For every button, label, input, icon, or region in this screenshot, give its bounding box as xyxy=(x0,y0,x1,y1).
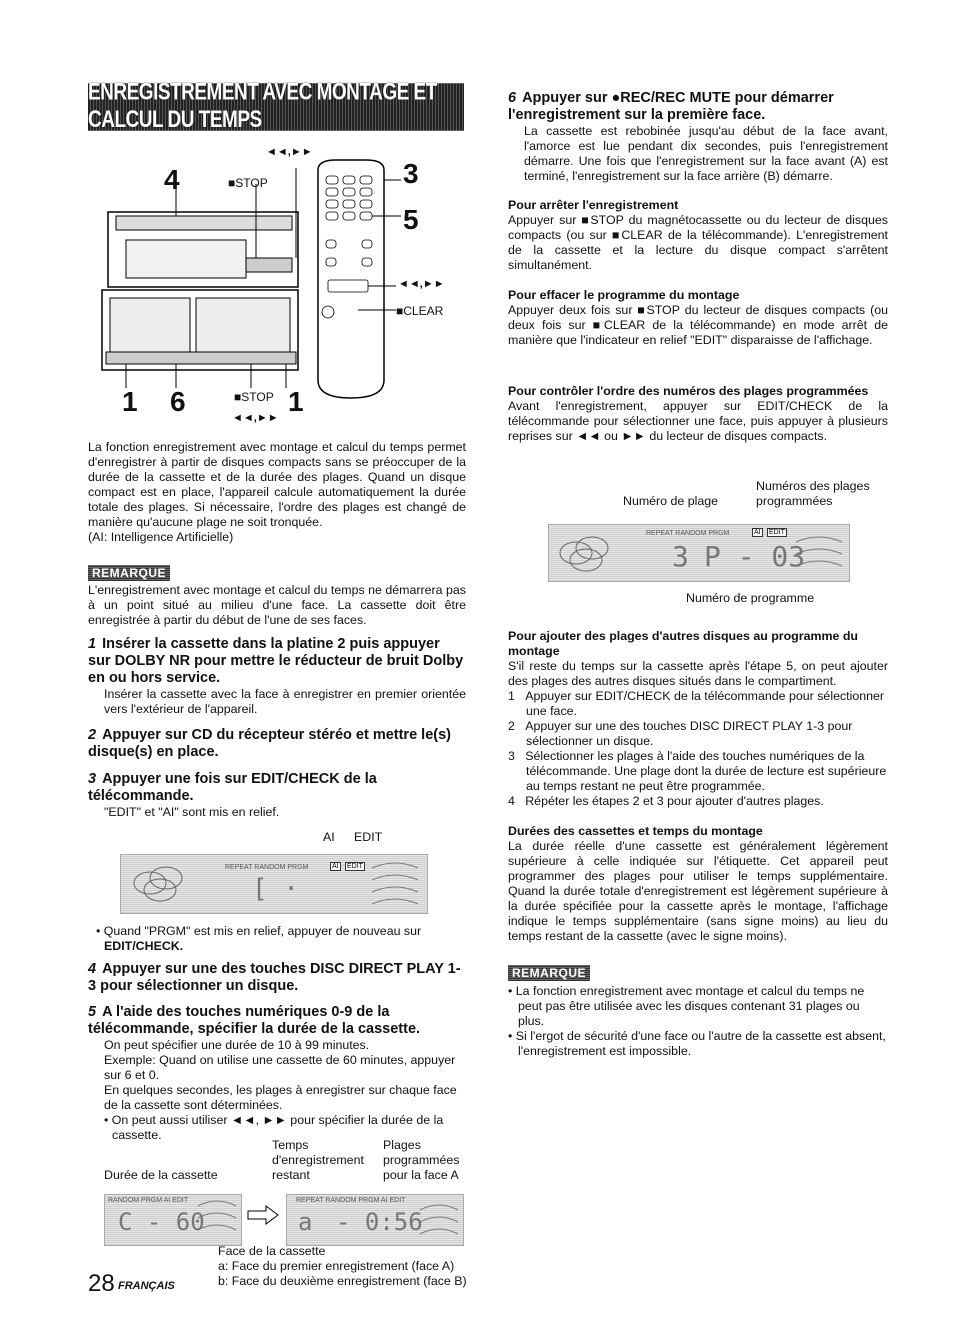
lcd2b-face-digit: a xyxy=(298,1208,313,1236)
lcd2-face-a: a: Face du premier enregistrement (face A) xyxy=(218,1259,455,1273)
lcd3-indicators: REPEAT RANDOM PRGM xyxy=(646,530,730,537)
lcd2-temps-3: restant xyxy=(272,1168,310,1182)
lcd3-programmees: programmées xyxy=(756,494,833,508)
figure-rew-ff-bottom: ◄◄,►► xyxy=(232,412,279,424)
lcd2b-time-digits: - 0:56 xyxy=(336,1208,423,1236)
step-5-number: 5 xyxy=(88,1004,97,1020)
remarque-badge-left: REMARQUE xyxy=(88,565,170,581)
effacer-title: Pour effacer le programme du montage xyxy=(508,288,740,302)
step-3-note-key: EDIT/CHECK. xyxy=(104,939,184,953)
ajouter-item-3-num: 3 xyxy=(508,749,515,763)
section-durees xyxy=(508,824,888,944)
lcd2-face: Face de la cassette xyxy=(218,1244,326,1258)
lcd2a-digits: C - 60 xyxy=(118,1208,205,1236)
arrow-right-icon xyxy=(246,1204,280,1226)
ajouter-item-2-text: Appuyer sur une des touches DISC DIRECT PLAY 1-3 pour sélectionner un disque. xyxy=(525,719,853,748)
step-1-title: Insérer la cassette dans la platine 2 puis appuyer sur DOLBY NR pour mettre le réducteur de bruit Dolby en ou hors service. xyxy=(88,636,464,686)
lcd2-duree: Durée de la cassette xyxy=(104,1168,218,1182)
tape-graphic-2b xyxy=(418,1196,460,1242)
lcd2-face-b: b: Face du deuxième enregistrement (face B) xyxy=(218,1274,467,1288)
tape-graphic-1 xyxy=(368,858,422,910)
lcd2b-indicators: REPEAT RANDOM PRGM AI EDIT xyxy=(296,1197,406,1204)
step-5-line-4: • On peut aussi utiliser ◄◄, ►► pour spécifier la durée de la cassette. xyxy=(104,1113,444,1142)
controler-title: Pour contrôler l'ordre des numéros des plages programmées xyxy=(508,384,869,398)
step-3-title: Appuyer une fois sur EDIT/CHECK de la télécommande. xyxy=(88,771,377,804)
section-controler xyxy=(508,384,888,444)
lcd2-plages-2: programmées xyxy=(383,1153,460,1167)
tape-graphic-3 xyxy=(792,528,846,578)
lcd3-edit-indicator: EDIT xyxy=(769,529,785,536)
step-2-number: 2 xyxy=(88,727,97,743)
step-3-note-text: • Quand "PRGM" est mis en relief, appuyer de nouveau sur xyxy=(96,924,422,938)
remarque-badge-right: REMARQUE xyxy=(508,965,590,981)
step-6-number: 6 xyxy=(508,90,517,106)
lcd3-num-plages: Numéros des plages xyxy=(756,479,870,493)
step-3-body: "EDIT" et "AI" sont mis en relief. xyxy=(104,805,280,819)
lcd1-label-ai: AI xyxy=(323,830,335,844)
lcd1-digits: [ · xyxy=(252,874,299,904)
ajouter-item-1 xyxy=(508,689,888,719)
remarque-left-text: L'enregistrement avec montage et calcul du temps ne démarrera pas à un point situé au milieu d'une face. La cassette doit être enregistrée à partir du début de l'une de ses faces. xyxy=(88,583,466,627)
step-4-number: 4 xyxy=(88,961,97,977)
intro-ai: (AI: Intelligence Artificielle) xyxy=(88,530,234,544)
step-3-number: 3 xyxy=(88,771,97,787)
durees-title: Durées des cassettes et temps du montage xyxy=(508,824,763,838)
lcd3-right-digits: P - 03 xyxy=(704,540,806,573)
step-5-line-3: En quelques secondes, les plages à enregistrer sur chaque face de la cassette sont déterminées. xyxy=(104,1083,457,1112)
remarque-right-item-1: • La fonction enregistrement avec montage et calcul du temps ne peut pas être utilisée avec les disques contenant 31 plages ou plus. xyxy=(508,984,865,1028)
step-1-number: 1 xyxy=(88,636,97,652)
lcd2-plages-1: Plages xyxy=(383,1138,421,1152)
figure-rew-ff-top: ◄◄,►► xyxy=(266,146,313,158)
lcd2-plages-3: pour la face A xyxy=(383,1168,459,1182)
step-2-title: Appuyer sur CD du récepteur stéréo et mettre le(s) disque(s) en place. xyxy=(88,727,451,760)
lcd1-ai-indicator: AI xyxy=(332,863,339,870)
section-arreter xyxy=(508,198,888,273)
figure-number-5: 5 xyxy=(403,204,419,235)
ajouter-item-2-num: 2 xyxy=(508,719,515,733)
figure-clear: ■CLEAR xyxy=(396,304,444,318)
ajouter-item-4-num: 4 xyxy=(508,794,515,808)
ajouter-item-2 xyxy=(508,719,888,749)
arreter-body: Appuyer sur ■STOP du magnétocassette ou du lecteur de disques compacts (ou sur ■CLEAR de la télécommande). L'enregistrement de la cassette et la lecture du disque compact s'arrêtent simultanément. xyxy=(508,213,888,272)
step-5 xyxy=(88,1004,466,1143)
ajouter-item-3-text: Sélectionner les plages à l'aide des touches numériques de la télécommande. Une plage dont la durée de lecture est supérieure au temps restant ne peut être programmée. xyxy=(525,749,887,793)
step-4 xyxy=(88,961,466,995)
intro-text: La fonction enregistrement avec montage et calcul du temps permet d'enregistrer à partir de disques compacts sans se préoccuper de la durée de la cassette et de la durée des plages. Quand un disque compact est en place, l'appareil calcule automatiquement la durée totale des plages. Si nécessaire, l'ordre des plages est changé de manière qu'aucune plage ne soit tronquée. xyxy=(88,440,466,529)
lcd2a-indicators: RANDOM PRGM AI EDIT xyxy=(108,1197,189,1204)
figure-number-4: 4 xyxy=(164,164,180,195)
step-6-title: Appuyer sur ●REC/REC MUTE pour démarrer l'enregistrement sur la première face. xyxy=(508,90,834,123)
figure-number-3: 3 xyxy=(403,158,419,189)
lcd3-num-plage: Numéro de plage xyxy=(623,494,719,508)
section-ajouter xyxy=(508,629,888,809)
page-number: 28 xyxy=(88,1270,115,1297)
ajouter-item-1-text: Appuyer sur EDIT/CHECK de la télécommande pour sélectionner une face. xyxy=(525,689,885,718)
lcd3-ai-indicator: AI xyxy=(754,529,761,536)
page-language: FRANÇAIS xyxy=(118,1280,175,1292)
disc-graphic-1 xyxy=(130,858,190,908)
ajouter-body: S'il reste du temps sur la cassette après l'étape 5, on peut ajouter des plages des autres disques situés dans le compartiment. xyxy=(508,659,888,688)
remarque-right-item-2: • Si l'ergot de sécurité d'une face ou l'autre de la cassette est absent, l'enregistrement est impossible. xyxy=(508,1029,886,1058)
figure-stop-top: ■STOP xyxy=(228,176,268,190)
ajouter-item-4 xyxy=(508,794,888,809)
ajouter-item-4-text: Répéter les étapes 2 et 3 pour ajouter d'autres plages. xyxy=(525,794,824,808)
lcd3-num-programme: Numéro de programme xyxy=(686,591,815,605)
controler-body: Avant l'enregistrement, appuyer sur EDIT/CHECK de la télécommande pour sélectionner une face, puis appuyer à plusieurs reprises sur ◄◄ ou ►► du lecteur de disques compacts. xyxy=(508,399,888,443)
effacer-body: Appuyer deux fois sur ■STOP du lecteur de disques compacts (ou deux fois sur ■CLEAR de la télécommande) en mode arrêt de manière que l'indicateur en relief "EDIT" disparaisse de l'affichage. xyxy=(508,303,888,347)
step-2 xyxy=(88,727,466,761)
figure-stop-bottom: ■STOP xyxy=(234,390,274,404)
lcd2-temps-2: d'enregistrement xyxy=(272,1153,364,1167)
lcd1-label-edit: EDIT xyxy=(354,830,383,844)
step-5-line-1: On peut spécifier une durée de 10 à 99 minutes. xyxy=(104,1038,370,1052)
ajouter-item-1-num: 1 xyxy=(508,689,515,703)
section-banner: ENREGISTREMENT AVEC MONTAGE ET CALCUL DU TEMPS xyxy=(88,83,464,131)
step-6-body: La cassette est rebobinée jusqu'au début de la face avant, l'amorce est lue pendant dix secondes, puis l'enregistrement démarre. Une fois que l'enregistrement sur la face avant (A) est terminé, l'enregistrement sur la face arrière (B) démarre. xyxy=(524,124,888,183)
figure-number-1a: 1 xyxy=(122,386,138,417)
step-5-title: A l'aide des touches numériques 0-9 de la télécommande, spécifier la durée de la cassette. xyxy=(88,1004,421,1037)
step-1 xyxy=(88,636,466,717)
lcd1-edit-indicator: EDIT xyxy=(347,863,363,870)
figure-number-6: 6 xyxy=(170,386,186,417)
ajouter-title: Pour ajouter des plages d'autres disques au programme du montage xyxy=(508,629,858,658)
step-3-note xyxy=(88,924,466,954)
step-1-body: Insérer la cassette avec la face à enregistrer en premier orientée vers l'extérieur de l'appareil. xyxy=(104,687,466,716)
disc-graphic-3 xyxy=(556,528,616,578)
step-4-title: Appuyer sur une des touches DISC DIRECT PLAY 1-3 pour sélectionner un disque. xyxy=(88,961,461,994)
step-6 xyxy=(508,90,888,184)
figure-number-1b: 1 xyxy=(288,386,304,417)
step-5-line-2: Exemple: Quand on utilise une cassette de 60 minutes, appuyer sur 6 et 0. xyxy=(104,1053,456,1082)
step-3 xyxy=(88,771,466,820)
figure-rew-ff-remote: ◄◄,►► xyxy=(398,278,445,290)
lcd2-temps-1: Temps xyxy=(272,1138,309,1152)
lcd1-indicators: REPEAT RANDOM PRGM xyxy=(225,864,309,871)
section-effacer xyxy=(508,288,888,348)
tape-graphic-2a xyxy=(196,1196,238,1242)
ajouter-item-3 xyxy=(508,749,888,794)
arreter-title: Pour arrêter l'enregistrement xyxy=(508,198,679,212)
durees-body: La durée réelle d'une cassette est généralement légèrement supérieure à celle indiquée sur l'étiquette. Cet appareil peut programmer des plages pour utiliser le temps supplémentaire. Quand la durée totale d'enregistrement est légèrement supérieure à la durée spécifiée pour la cassette après le montage, l'affichage indique le temps supplémentaire (sans signe moins) au lieu du temps restant de la cassette (avec le signe moins). xyxy=(508,839,888,943)
lcd3-left-digit: 3 xyxy=(672,540,689,573)
